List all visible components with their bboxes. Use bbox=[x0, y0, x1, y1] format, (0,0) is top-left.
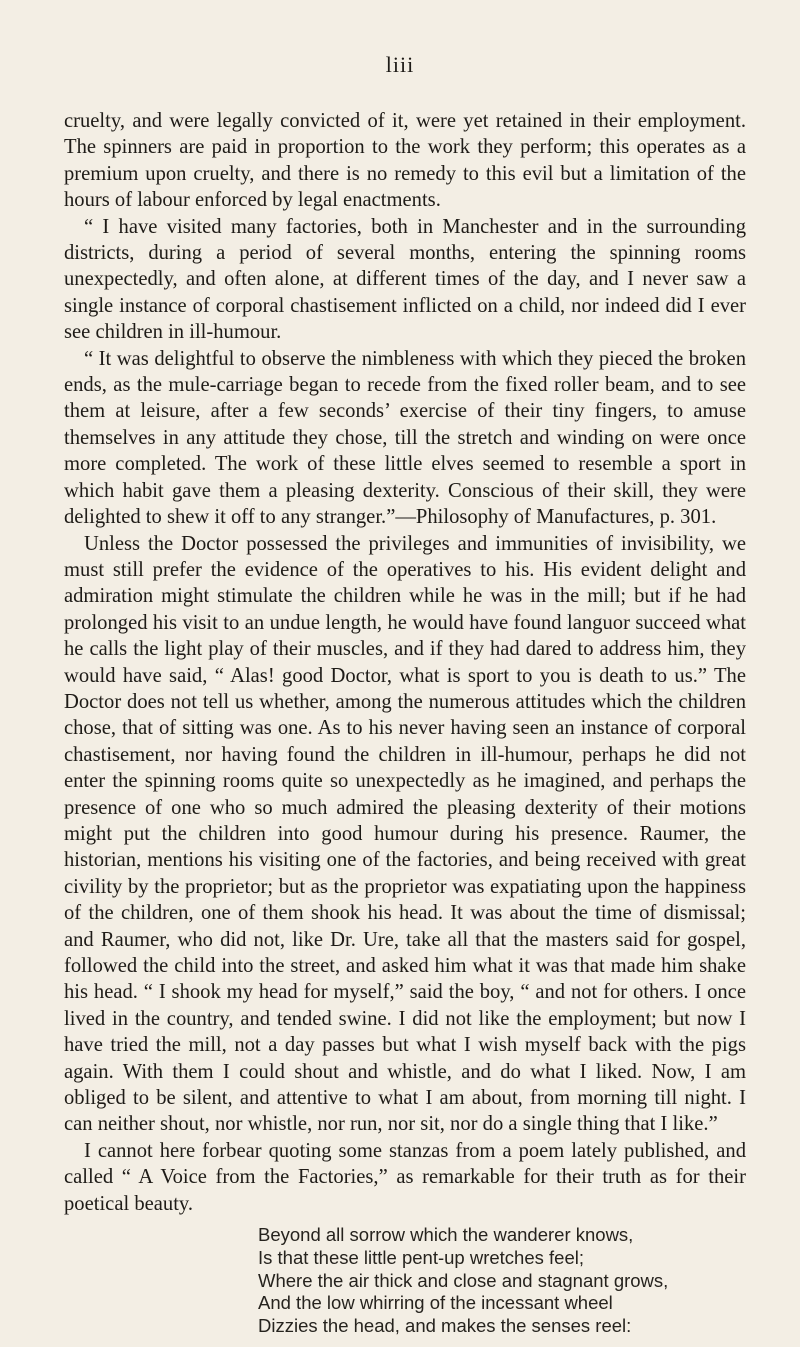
poem-line: Beyond all sorrow which the wanderer knows, bbox=[258, 1224, 634, 1245]
poem-line: Dizzies the head, and makes the senses reel: bbox=[258, 1315, 632, 1337]
poem-line: And the low whirring of the incessant wheel bbox=[258, 1292, 613, 1314]
poem-line: Where the air thick and close and stagnant grows, bbox=[258, 1269, 669, 1291]
poem-stanza bbox=[258, 1224, 718, 1338]
paragraph-quote-nimbleness: “ It was delightful to observe the nimbleness with which they pieced the broken ends, as the mule-carriage began to recede from the fixed roller beam, and to see them at leisure, after a few seconds’ exercise of their tiny fingers, to amuse themselves in any attitude they chose, till the stretch and winding on were once more completed. The work of these little elves seemed to resemble a sport in which habit gave them a pleasing dexterity. Conscious of their skill, they were delighted to shew it off to any stranger.”—Philosophy of Manufactures, p. 301. bbox=[64, 347, 746, 529]
paragraph-quote-visited-factories: “ I have visited many factories, both in Manchester and in the surrounding districts, during a period of several months, entering the spinning rooms unexpectedly, and often alone, at different times of the day, and I never saw a single instance of corporal chastisement inflicted on a child, nor indeed did I ever see children in ill-humour. bbox=[64, 215, 746, 344]
body-text bbox=[64, 108, 746, 1217]
paragraph-unless-the-doctor: Unless the Doctor possessed the privileges and immunities of invisibility, we must still prefer the evidence of the operatives to his. His evident delight and admiration might stimulate the children while he was in the mill; but if he had prolonged his visit to an undue length, he would have found languor succeed what he calls the light play of their muscles, and if they had dared to address him, they would have said, “ Alas! good Doctor, what is sport to you is death to us.” The Doctor does not tell us whether, among the numerous attitudes which the children chose, that of sitting was one. As to his never having seen an instance of corporal chastisement, nor having found the children in ill-humour, perhaps he did not enter the spinning rooms quite so unexpectedly as he imagined, and perhaps the presence of one who so much admired the pleasing dexterity of their motions might put the children into good humour during his presence. Raumer, the historian, mentions his visiting one of the factories, and being received with great civility by the proprietor; but as the proprietor was expatiating upon the happiness of the children, one of them shook his head. It was about the time of dismissal; and Raumer, who did not, like Dr. Ure, take all that the masters said for gospel, followed the child into the street, and asked him what it was that made him shake his head. “ I shook my head for myself,” said the boy, “ and not for others. I once lived in the country, and tended swine. I did not like the employment; but now I have tried the mill, not a day passes but what I wish myself back with the pigs again. With them I could shout and whistle, and do what I liked. Now, I am obliged to be silent, and attentive to what I am about, from morning till night. I can neither shout, nor whistle, nor run, nor sit, nor do a single thing that I like.” bbox=[64, 532, 746, 1136]
paragraph-cruelty-continued: cruelty, and were legally convicted of it, were yet retained in their employment. The spinners are paid in proportion to the work they perform; this operates as a premium upon cruelty, and there is no remedy to this evil but a limitation of the hours of labour enforced by legal enactments. bbox=[64, 110, 746, 212]
paragraph-poem-introduction: I cannot here forbear quoting some stanzas from a poem lately published, and called “ A Voice from the Factories,” as remarkable for their truth as for their poetical beauty. bbox=[64, 1139, 746, 1215]
page-number: liii bbox=[385, 52, 415, 77]
poem-line: Is that these little pent-up wretches feel; bbox=[258, 1246, 584, 1268]
